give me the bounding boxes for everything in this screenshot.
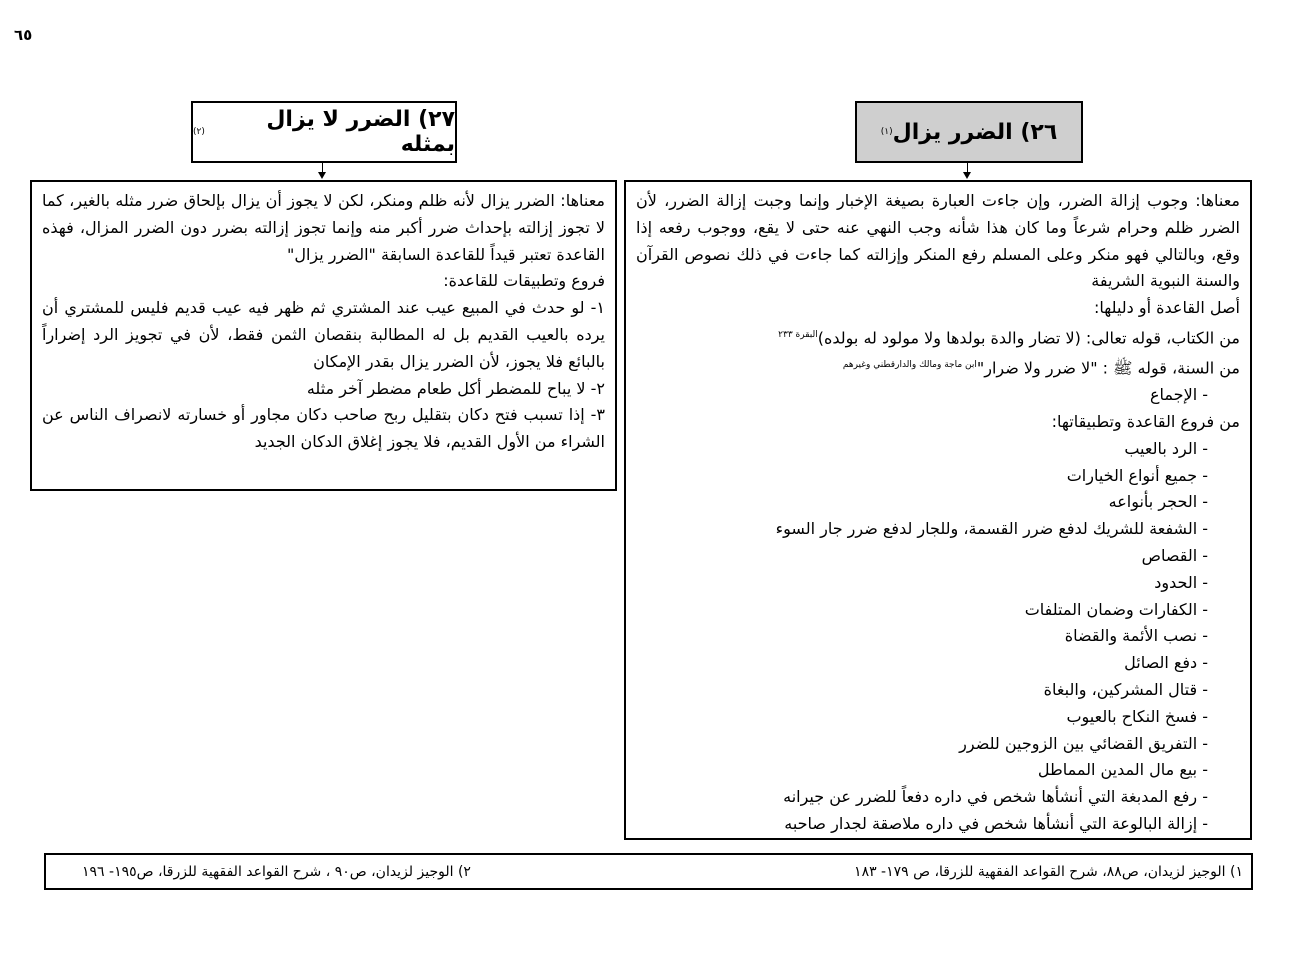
rule-26-branches-heading: من فروع القاعدة وتطبيقاتها:: [1051, 412, 1240, 432]
list-item: - إزالة البالوعة التي أنشأها شخص في داره ملاصقة لجدار صاحبه: [784, 813, 1208, 833]
rule-26-sunnah-evidence: [636, 352, 1240, 382]
rule-27-title: ٢٧) الضرر لا يزال بمثله: [266, 107, 455, 157]
rule-26-title-note: (١): [880, 127, 893, 137]
quran-reference: البقرة ٢٣٣: [778, 329, 818, 340]
rule-27-meaning: معناها: الضرر يزال لأنه ظلم ومنكر، لكن لا يجوز أن يزال بإلحاق ضرر مثله بالغير، كما لا تجوز إزالته بإحداث ضرر أكبر منه وإنما تجوز إزالته بضرر دون الضرر المزال، فهذه القاعدة تعتبر قيداً للقاعدة السابقة "الضرر يزال": [42, 191, 605, 264]
list-item: - الحدود: [1154, 572, 1208, 592]
rule-26-meaning: معناها: وجوب إزالة الضرر، وإن جاءت العبارة بصيغة الإخبار وإنما وجبت إزالة الضرر، لأن الضرر ظلم وحرام شرعاً وما كان هذا شأنه وجب النهي عنه حتى لا يقع، ووجوب رفعه إذا وقع، وبالتالي فهو منكر وعلى المسلم رفع المنكر وإزالته كما جاءت في ذلك نصوص القرآن والسنة النبوية الشريفة: [636, 191, 1240, 291]
rule-27-arrow-icon: [318, 172, 326, 179]
list-item: - نصب الأئمة والقضاة: [1064, 626, 1208, 646]
page-number: ٦٥: [14, 26, 33, 44]
list-item: - بيع مال المدين المماطل: [1037, 760, 1208, 780]
list-item: - القصاص: [1141, 546, 1208, 566]
sunnah-reference: ابن ماجة ومالك والدارقطني وغيرهم: [842, 360, 977, 371]
list-item: - الحجر بأنواعه: [1108, 492, 1208, 512]
rule-27-content: [30, 180, 617, 491]
rule-27-title-note: (٢): [193, 127, 205, 137]
footnotes: [44, 853, 1253, 890]
list-item: - الكفارات وضمان المتلفات: [1024, 599, 1208, 619]
list-item: - التفريق القضائي بين الزوجين للضرر: [959, 733, 1208, 753]
list-item: - فسخ النكاح بالعيوب: [1066, 706, 1208, 726]
list-item: ١- لو حدث في المبيع عيب عند المشتري ثم ظهر فيه عيب قديم فليس للمشتري أن يرده بالعيب القديم بل له المطالبة بنقصان الثمن فقط، لأن في تجويز الرد إضراراً بالبائع فلا يجوز، لأن الضرر يزال بقدر الإمكان: [42, 298, 605, 371]
rule-26-title: ٢٦) الضرر يزال: [892, 119, 1058, 145]
rule-26-origin-heading: أصل القاعدة أو دليلها:: [1094, 298, 1240, 318]
rule-26-arrow-icon: [963, 172, 971, 179]
list-item: - جميع أنواع الخيارات: [1066, 465, 1208, 485]
footnote-2: ٢) الوجيز لزيدان، ص٩٠ ، شرح القواعد الفقهية للزرقا، ص١٩٥- ١٩٦: [82, 863, 471, 880]
list-item: ٢- لا يباح للمضطر أكل طعام مضطر آخر مثله: [306, 378, 605, 398]
rule-27-branches-heading: فروع وتطبيقات للقاعدة:: [443, 271, 605, 291]
rule-26-content: [624, 180, 1252, 840]
list-item: - الرد بالعيب: [1124, 438, 1208, 458]
rule-26-branches-list: [636, 436, 1240, 838]
rule-26-quran-evidence: [636, 322, 1240, 352]
rule-26-title-box: [855, 101, 1083, 163]
list-item: ٣- إذا تسبب فتح دكان بتقليل ربح صاحب دكان مجاور أو خسارته لانصراف الناس عن الشراء من الأول القديم، فلا يجوز إغلاق الدكان الجديد: [42, 405, 605, 452]
list-item: - رفع المدبغة التي أنشأها شخص في داره دفعاً للضرر عن جيرانه: [783, 787, 1208, 807]
rule-26-ijma: - الإجماع: [1150, 385, 1208, 405]
list-item: - دفع الصائل: [1124, 653, 1208, 673]
sunnah-text: من السنة، قوله ﷺ : "لا ضرر ولا ضرار": [976, 358, 1240, 378]
list-item: - قتال المشركين، والبغاة: [1043, 680, 1208, 699]
footnote-1: ١) الوجيز لزيدان، ص٨٨، شرح القواعد الفقهية للزرقا، ص ١٧٩- ١٨٣: [854, 863, 1243, 880]
quran-text: من الكتاب، قوله تعالى: (لا تضار والدة بولدها ولا مولود له بولده): [817, 328, 1240, 348]
list-item: - الشفعة للشريك لدفع ضرر القسمة، وللجار لدفع ضرر جار السوء: [775, 519, 1208, 539]
rule-27-title-box: [191, 101, 457, 163]
